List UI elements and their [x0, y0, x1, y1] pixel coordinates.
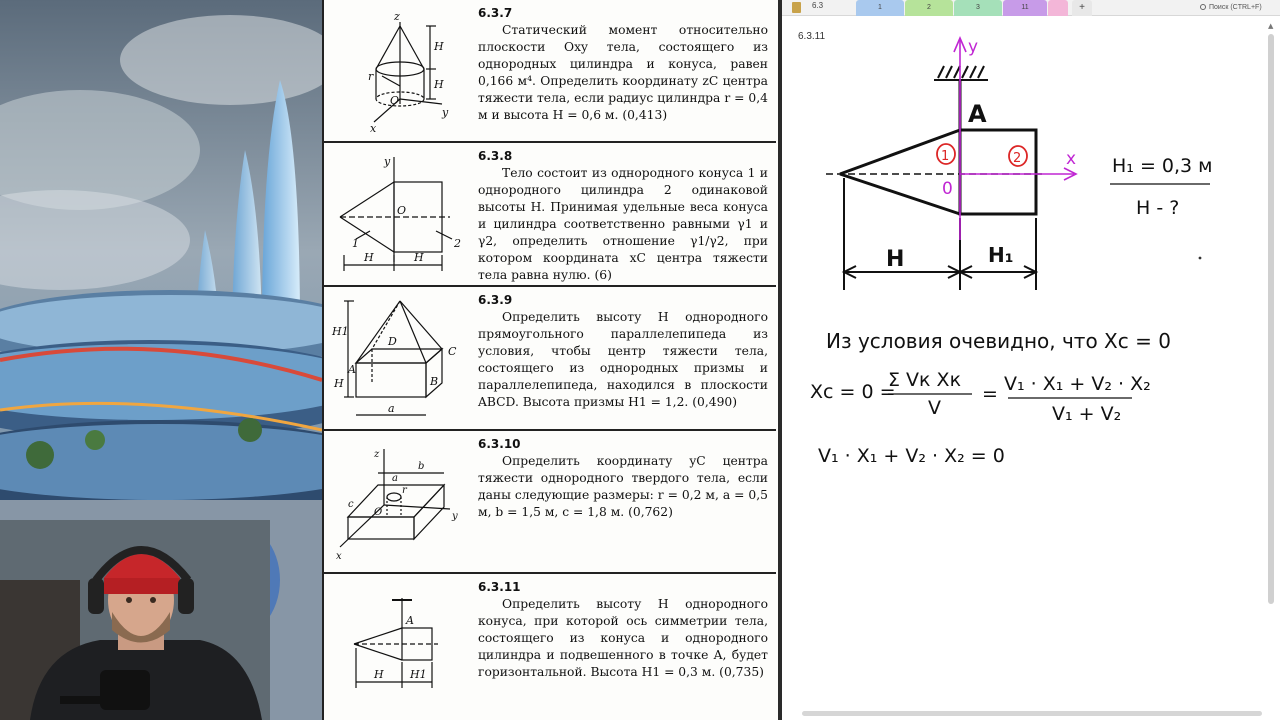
equation-frac2-numerator: V₁ · X₁ + V₂ · X₂	[1004, 373, 1151, 395]
axis-y-label: y	[968, 37, 979, 57]
add-section-button[interactable]: +	[1072, 0, 1092, 16]
figure-label: 1	[352, 237, 359, 250]
problem-figure-cone-cylinder-planar	[330, 147, 472, 282]
figure-label: A	[348, 363, 356, 376]
problem-number: 6.3.10	[478, 437, 521, 451]
problem-text: Определить высоту H однородного прямоугольного параллелепипеда из условия, чтобы центр тяжести тела, состоящего из однородных призмы и параллелепипеда, находился в плоскости ABCD. Высота призмы H1 = 1,2. (0,490)	[478, 310, 768, 409]
figure-label: x	[336, 551, 342, 562]
figure-label: x	[370, 122, 377, 135]
search-placeholder: Поиск (CTRL+F)	[1209, 4, 1262, 11]
figure-label: H	[434, 78, 444, 91]
point-a-label: A	[968, 100, 987, 128]
figure-label: B	[430, 375, 439, 388]
figure-label: O	[374, 507, 383, 518]
problem-6-3-10	[324, 431, 776, 574]
figure-label: C	[448, 345, 457, 358]
problem-figure-hanging-cone	[330, 578, 472, 713]
figure-label: O	[397, 204, 407, 217]
scroll-up-arrow-icon[interactable]: ▲	[1268, 22, 1274, 30]
problem-number: 6.3.7	[478, 6, 513, 20]
axis-x-label: x	[1066, 149, 1077, 169]
section-tab-11[interactable]: 11	[1003, 0, 1047, 16]
equation-result: V₁ · X₁ + V₂ · X₂ = 0	[818, 445, 1005, 467]
problem-6-3-7	[324, 0, 776, 143]
webcam-overlay	[0, 520, 270, 720]
figure-label: a	[392, 473, 398, 484]
figure-label: r	[402, 485, 407, 496]
figure-label: D	[388, 335, 397, 348]
figure-label: z	[394, 10, 400, 23]
section-tab-2[interactable]: 2	[905, 0, 953, 16]
figure-label: y	[442, 106, 449, 119]
problem-number: 6.3.11	[478, 580, 521, 594]
origin-label: 0	[942, 179, 953, 199]
figure-label: H	[364, 251, 374, 264]
problem-text: Тело состоит из однородного конуса 1 и однородного цилиндра 2 одинаковой высоты H. Принимая удельные веса конуса и цилиндра соответственно равными γ1 и γ2, определить отношение γ1/γ2, при котором координата xC центра тяжести тела равна нулю. (6)	[478, 166, 768, 282]
figure-label: A	[406, 614, 414, 627]
figure-label: O	[390, 94, 400, 107]
problem-text: Определить координату yC центра тяжести однородного твердого тела, если даны следующие размеры: r = 0,2 м, a = 0,5 м, b = 1,5 м, c = 1,8 м. (0,762)	[478, 454, 768, 519]
problem-6-3-9	[324, 287, 776, 431]
figure-label: z	[374, 449, 380, 460]
figure-label: H	[374, 668, 384, 681]
notebook-selector[interactable]: 6.3	[812, 1, 824, 10]
note-line-condition: Из условия очевидно, что Xc = 0	[826, 329, 1171, 353]
figure-label: 2	[454, 237, 461, 250]
sketch-axes	[954, 38, 1076, 240]
figure-label: H1	[332, 325, 349, 338]
figure-label: H1	[410, 668, 427, 681]
figure-label: H	[434, 40, 444, 53]
section-tab-3[interactable]: 3	[954, 0, 1002, 16]
part-2-label: 2	[1013, 151, 1022, 166]
equation-frac1-numerator: Σ Vк Xк	[888, 369, 962, 391]
ceiling-support	[934, 66, 988, 80]
figure-label: y	[384, 155, 391, 168]
problem-number: 6.3.9	[478, 293, 513, 307]
figure-label: y	[452, 511, 458, 522]
figure-label: H	[334, 377, 344, 390]
figure-label: H	[414, 251, 424, 264]
handwriting-canvas[interactable]	[782, 0, 1280, 720]
problem-text: Определить высоту H однородного конуса, при которой ось симметрии тела, состоящего из конуса и однородного цилиндра и подвешенного в точке A, будет горизонтальной. Высота H1 = 0,3 м. (0,735)	[478, 597, 768, 679]
problem-figure-cone-cylinder	[330, 4, 472, 139]
equation-frac1-denominator: V	[928, 397, 941, 419]
streamer-webcam-image	[0, 520, 270, 720]
problem-6-3-8	[324, 143, 776, 287]
notes-app-window	[782, 0, 1280, 720]
figure-label: b	[418, 461, 425, 472]
dimension-h-label: H	[886, 247, 905, 272]
problem-number: 6.3.8	[478, 149, 513, 163]
problem-text: Статический момент относительно плоскости Oxy тела, состоящего из однородных цилиндра и конуса, равен 0,166 м⁴. Определить координату zC центра тяжести тела, если радиус цилиндра r = 0,4 м и высота H = 0,6 м. (0,413)	[478, 23, 768, 122]
figure-label: r	[368, 70, 374, 83]
problem-6-3-11	[324, 574, 776, 720]
textbook-page	[322, 0, 778, 720]
equation-frac2-denominator: V₁ + V₂	[1052, 403, 1122, 425]
problem-figure-prism-box	[330, 291, 472, 426]
equation-lhs: Xc = 0 =	[810, 381, 896, 403]
figure-label: c	[348, 499, 354, 510]
page-title: 6.3.11	[798, 31, 826, 42]
given-h1: H₁ = 0,3 м	[1112, 155, 1213, 177]
problem-figure-plate-with-hole	[330, 435, 472, 570]
equation-equals: =	[982, 383, 998, 405]
section-tab-1[interactable]: 1	[856, 0, 904, 16]
dimension-h1-label: H₁	[988, 243, 1014, 267]
part-1-label: 1	[941, 149, 950, 164]
figure-label: a	[388, 402, 395, 415]
given-unknown: H - ?	[1136, 197, 1180, 219]
